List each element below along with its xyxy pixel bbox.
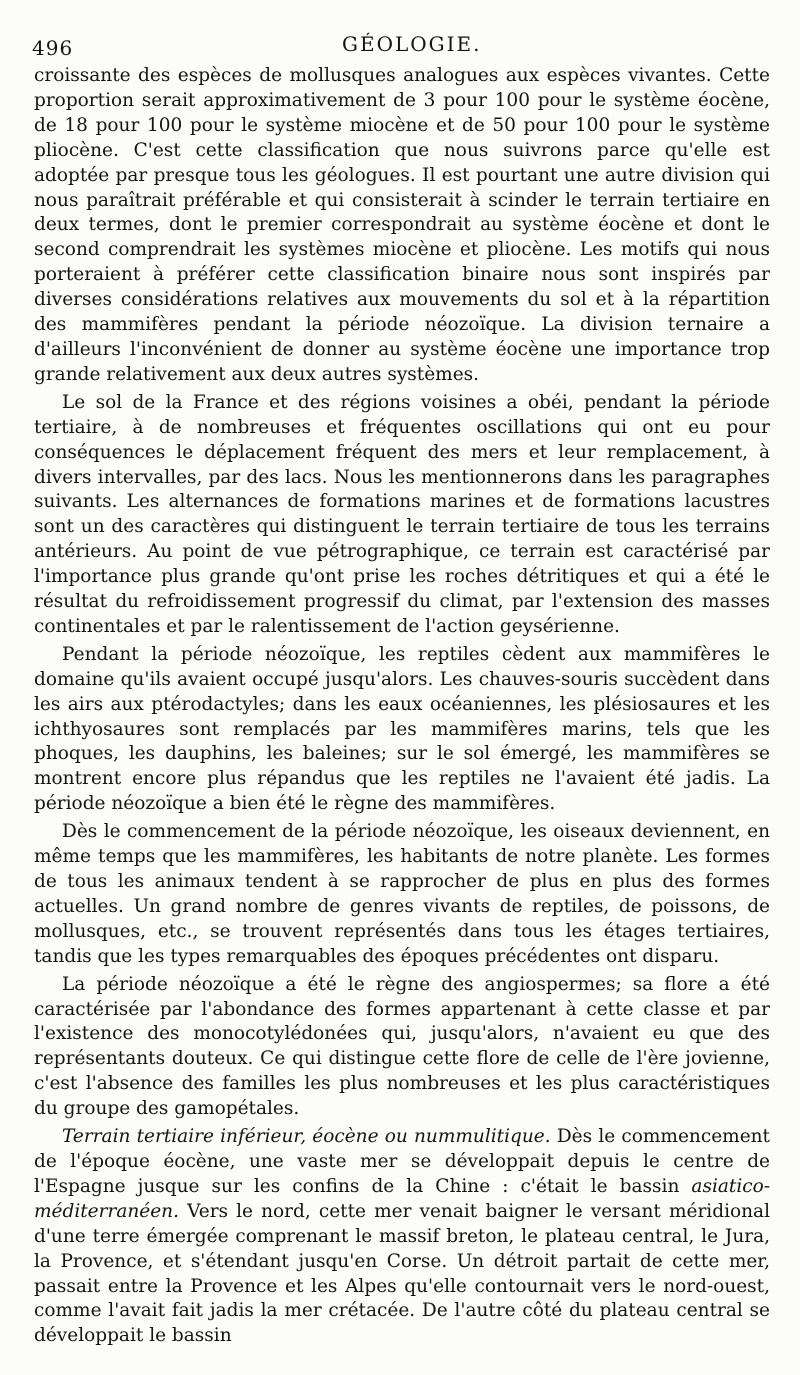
paragraph-eocene-emphasis: asiatico-méditerranéen. xyxy=(34,1175,770,1222)
page-header xyxy=(32,30,772,64)
paragraph-eocene-text-b: Vers le nord, cette mer venait baigner le versant méridional d'une terre émergée comprenant le massif breton, le plateau central, le Jura, la Provence, et s'étendant jusqu'en Corse. Un détroit partait de cette mer, passait entre la Provence et les Alpes qu'elle contournait vers le nord-ouest, comme l'avait fait jadis la mer crétacée. De l'autre côté du plateau central se développait le bassin xyxy=(34,1200,770,1347)
body-text xyxy=(34,64,770,1352)
paragraph-oscillations: Le sol de la France et des régions voisines a obéi, pendant la période tertiaire, à de nombreuses et fréquentes oscillations qui ont eu pour conséquences le déplacement fréquent des mers et leur remplacement, à divers intervalles, par des lacs. Nous les mentionnerons dans les paragraphes suivants. Les alternances de formations marines et de formations lacustres sont un des caractères qui distinguent le terrain tertiaire de tous les terrains antérieurs. Au point de vue pétrographique, ce terrain est caractérisé par l'importance plus grande qu'ont prise les roches détritiques et qui a été le résultat du refroidissement progressif du climat, par l'extension des masses continentales et par le ralentissement de l'action geysérienne. xyxy=(34,391,770,637)
section-heading-eocene: Terrain tertiaire inférieur, éocène ou nummulitique. xyxy=(62,1126,551,1148)
page-number: 496 xyxy=(32,36,74,60)
running-title: GÉOLOGIE. xyxy=(342,32,482,56)
paragraph-eocene-text-a: Dès le commencement de l'époque éocène, une vaste mer se développait depuis le centre de l'Espagne jusque sur les confins de la Chine : c'était le bassin xyxy=(34,1126,770,1197)
paragraph-flora: La période néozoïque a été le règne des angiospermes; sa flore a été caractérisée par l'abondance des formes appartenant à cette classe et par l'existence des monocotylédonées qui, jusqu'alors, n'avaient eu que des représentants douteux. Ce qui distingue cette flore de celle de l'ère jovienne, c'est l'absence des familles les plus nombreuses et les plus caractéristiques du groupe des gamopétales. xyxy=(34,973,770,1120)
paragraph-eocene xyxy=(34,1125,770,1349)
paragraph-birds: Dès le commencement de la période néozoïque, les oiseaux deviennent, en même temps que les mammifères, les habitants de notre planète. Les formes de tous les animaux tendent à se rapprocher de plus en plus des formes actuelles. Un grand nombre de genres vivants de reptiles, de poissons, de mollusques, etc., se trouvent représentés dans tous les étages tertiaires, tandis que les types remarquables des époques précédentes ont disparu. xyxy=(34,821,770,967)
paragraph-classification: croissante des espèces de mollusques analogues aux espèces vivantes. Cette proportion serait approximativement de 3 pour 100 pour le système éocène, de 18 pour 100 pour le système miocène et de 50 pour 100 pour le système pliocène. C'est cette classification que nous suivrons parce qu'elle est adoptée par presque tous les géologues. Il est pourtant une autre division qui nous paraîtrait préférable et qui consisterait à scinder le terrain tertiaire en deux termes, dont le premier correspondrait au système éocène et dont le second comprendrait les systèmes miocène et pliocène. Les motifs qui nous porteraient à préférer cette classification binaire nous sont inspirés par diverses considérations relatives aux mouvements du sol et à la répartition des mammifères pendant la période néozoïque. La division ternaire a d'ailleurs l'inconvénient de donner au système éocène une importance trop grande relativement aux deux autres systèmes. xyxy=(34,65,770,385)
paragraph-mammals: Pendant la période néozoïque, les reptiles cèdent aux mammifères le domaine qu'ils avaient occupé jusqu'alors. Les chauves-souris succèdent dans les airs aux ptérodactyles; dans les eaux océaniennes, les plésiosaures et les ichthyosaures sont remplacés par les mammifères marins, tels que les phoques, les dauphins, les baleines; sur le sol émergé, les mammifères se montrent encore plus répandus que les reptiles ne l'avaient été jadis. La période néozoïque a bien été le règne des mammifères. xyxy=(34,643,770,815)
